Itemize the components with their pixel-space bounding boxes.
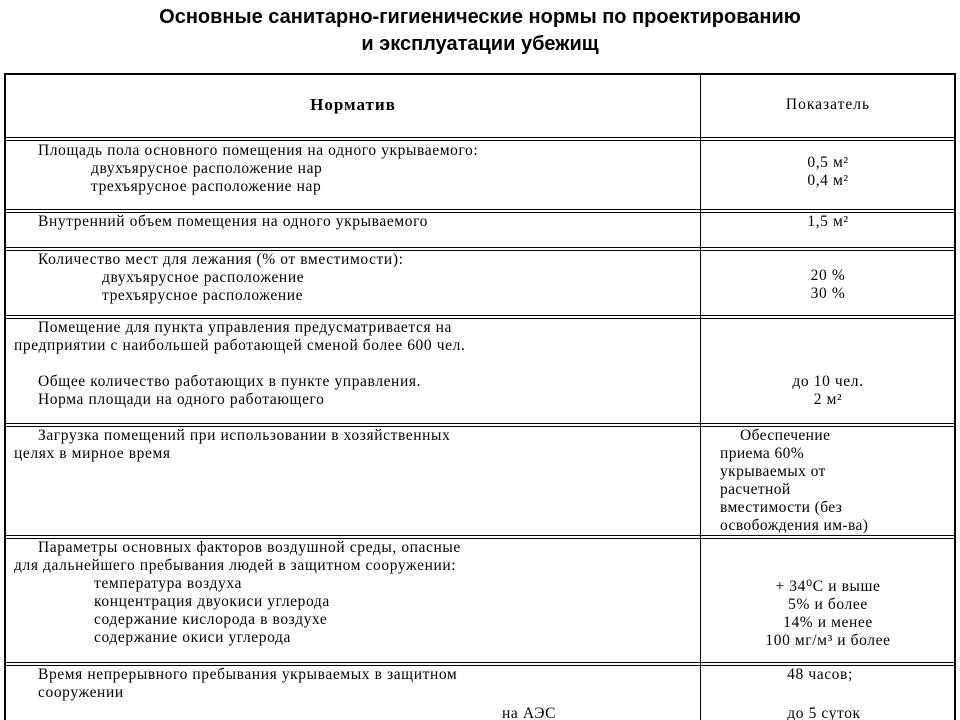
norm-text: двухъярусное расположение: [102, 269, 305, 286]
norm-text: на АЭС: [502, 705, 557, 720]
norm-text: содержание окиси углерода: [94, 629, 292, 646]
norm-cell: [6, 427, 700, 537]
table-row: [6, 141, 954, 211]
value-text: 14% и менее: [783, 614, 873, 631]
page-title: [0, 4, 960, 58]
table-row: [6, 427, 954, 537]
value-text: 2 м²: [813, 391, 843, 408]
norm-text: сооружении: [38, 684, 124, 701]
value-text: вместимости (без: [720, 499, 843, 516]
table-row: [6, 319, 954, 423]
norm-text: трехъярусное расположение: [102, 287, 304, 304]
norm-text: концентрация двуокиси углерода: [94, 593, 330, 610]
value-text: 1,5 м²: [807, 213, 849, 230]
norm-text: Норма площади на одного работающего: [38, 391, 325, 408]
norm-text: Время непрерывного пребывания укрываемых в защитном: [38, 666, 458, 683]
title-line-2: и эксплуатации убежищ: [361, 33, 599, 55]
value-text: 0,5 м²: [807, 154, 849, 171]
value-text: Обеспечение: [740, 427, 831, 444]
value-cell: [702, 213, 954, 247]
norm-cell: [6, 539, 700, 663]
value-text: + 34⁰С и выше: [775, 578, 881, 595]
value-text: 100 мг/м³ и более: [765, 632, 891, 649]
table-row: [6, 213, 954, 247]
norm-text: Внутренний объем помещения на одного укрываемого: [38, 213, 428, 230]
header-value: Показатель: [785, 96, 871, 113]
value-cell: [702, 427, 954, 537]
value-cell: [702, 319, 954, 423]
value-text: освобождения им-ва): [720, 517, 869, 534]
norm-text: Общее количество работающих в пункте управления.: [38, 373, 422, 390]
value-text: 20 %: [810, 267, 846, 284]
norm-cell: [6, 251, 700, 315]
norm-text: целях в мирное время: [14, 445, 171, 462]
value-cell: [702, 141, 954, 211]
norm-text: для дальнейшего пребывания людей в защитном сооружении:: [14, 557, 457, 574]
value-text: 30 %: [810, 285, 846, 302]
header-norm-cell: [6, 75, 700, 137]
norm-text: Площадь пола основного помещения на одного укрываемого:: [38, 142, 479, 159]
table-row: [6, 539, 954, 663]
value-cell: [702, 539, 954, 663]
value-cell: [702, 251, 954, 315]
table-row: [6, 251, 954, 315]
header-norm: Норматив: [310, 95, 396, 114]
norm-cell: [6, 666, 700, 720]
value-text: 48 часов;: [787, 666, 853, 683]
value-text: до 10 чел.: [792, 373, 864, 390]
norm-cell: [6, 213, 700, 247]
norm-text: Количество мест для лежания (% от вместимости):: [38, 251, 404, 268]
norm-text: предприятии с наибольшей работающей сменой более 600 чел.: [14, 337, 466, 354]
table-header: [6, 75, 954, 137]
norm-cell: [6, 319, 700, 423]
header-value-cell: [702, 75, 954, 137]
title-line-1: Основные санитарно-гигиенические нормы по проектированию: [159, 6, 801, 28]
value-text: укрываемых от: [720, 463, 826, 480]
norm-text: трехъярусное расположение нар: [91, 178, 322, 195]
norm-text: содержание кислорода в воздухе: [94, 611, 328, 628]
value-cell: [702, 666, 954, 720]
norm-text: температура воздуха: [94, 575, 242, 592]
table-row: [6, 666, 954, 720]
norm-text: Параметры основных факторов воздушной среды, опасные: [38, 539, 461, 556]
norm-text: двухъярусное расположение нар: [91, 160, 323, 177]
value-text: до 5 суток: [787, 705, 861, 720]
norm-text: Помещение для пункта управления предусматривается на: [38, 319, 453, 336]
norm-text: Загрузка помещений при использовании в хозяйственных: [38, 427, 451, 444]
norm-cell: [6, 141, 700, 211]
value-text: расчетной: [720, 481, 791, 498]
norms-table: [4, 73, 956, 720]
value-text: 5% и более: [788, 596, 868, 613]
value-text: приема 60%: [720, 445, 805, 462]
value-text: 0,4 м²: [807, 172, 849, 189]
